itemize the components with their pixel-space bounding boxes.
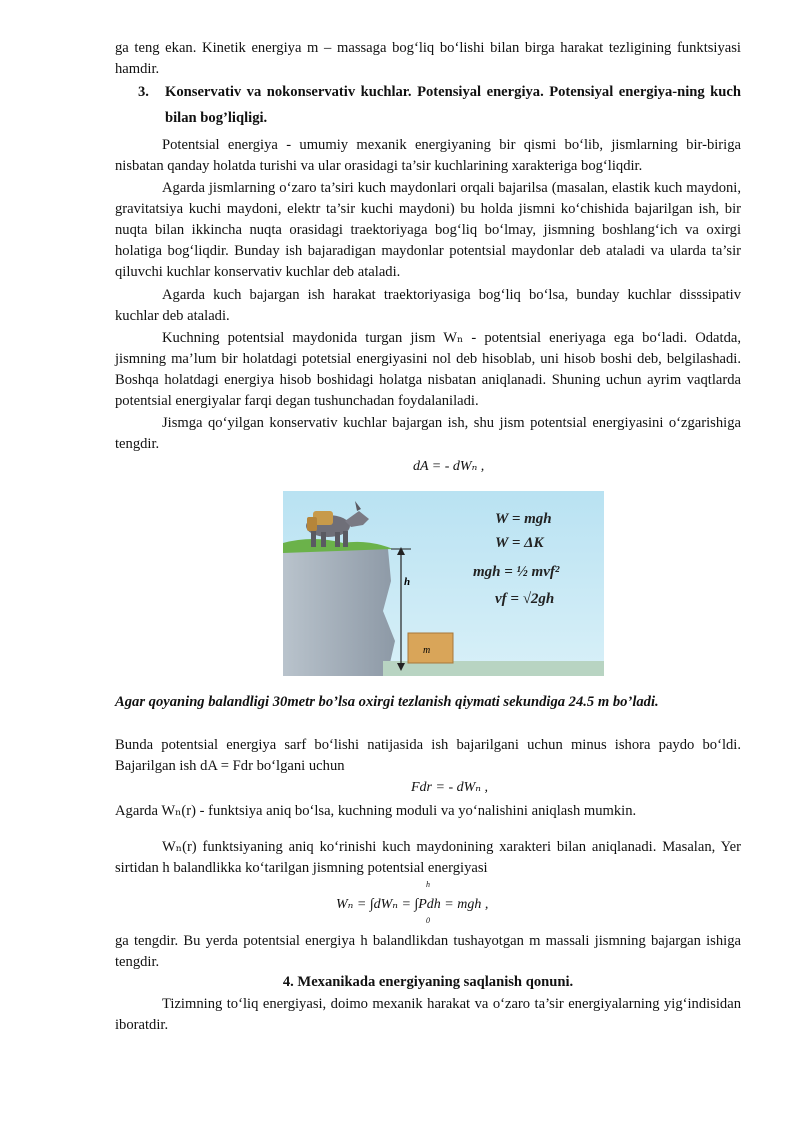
paragraph-conservative: Agarda jismlarning o‘zaro ta’siri kuch maydonlari orqali bajarilsa (masalan, elastik kuch maydoni, gravitatsiya kuchi maydoni, elektr ta’sir kuchi maydoni) bu holda jismni ko‘chishida bajarilgan ish, bir nuqta bilan ikkincha nuqta orasidagi traektoriyaga bog‘liq bo‘lmay, jismning boshlang‘ich va oxirgi holatiga bog‘liqdir. Bunday ish bajaradigan maydonlar potentsial maydonlar deb ataladi va ularda ta’sir qiluvchi kuchlar konservativ kuchlar deb ataladi. [115,180,741,280]
figure-eq-w-mgh: W = mgh [495,511,552,527]
paragraph-function: Agarda Wₙ(r) - funktsiya aniq bo‘lsa, kuchning moduli va yo‘nalishini aniqlash mumkin. [115,803,637,819]
integral-upper-limit: h [426,880,430,889]
paragraph-kinetic: ga teng ekan. Kinetik energiya m – massaga bog‘liq bo‘lishi bilan birga harakat tezligining funktsiyasi hamdir. [115,40,741,77]
figure-eq-w-dk: W = ΔK [495,535,544,551]
mass-label: m [423,645,431,656]
integral-lower-limit: 0 [426,916,430,925]
equation-da: dA = - dWₙ , [413,459,485,474]
paragraph-height-work: ga tengdir. Bu yerda potentsial energiya h balandlikdan tushayotgan m massali jismning bajargan ishiga tengdir. [115,933,741,970]
cliff-rock [283,549,395,676]
paragraph-potential-def: Potentsial energiya - umumiy mexanik energiyaning bir qismi bo‘lib, jismlarning bir-biriga nisbatan qanday holatda turishi va ular orasidagi ta’sir kuchlarining xarakteriga bog‘liqdir. [115,137,741,174]
equation-fdr: Fdr = - dWₙ , [411,780,488,795]
figure-eq-vf: vf = √2gh [495,591,555,607]
section-3-heading [138,79,741,131]
equation-integral [336,880,556,930]
paragraph-dissipative: Agarda kuch bajargan ish harakat traektoriyasiga bog‘liq bo‘lsa, bunday kuchlar disssipativ kuchlar deb ataladi. [115,287,741,324]
cliff-figure [283,491,604,676]
height-label: h [404,576,411,588]
section-3-number: 3. [138,84,149,100]
paragraph-minus-sign: Bunda potentsial energiya sarf bo‘lishi natijasida ish bajarilgani uchun minus ishora paydo bo‘ldi. Bajarilgan ish dA = Fdr bo‘lgani uchun [115,737,741,774]
integral-expression: Wₙ = ∫dWₙ = ∫Pdh = mgh , [336,897,489,912]
paragraph-field: Wₙ(r) funktsiyaning aniq ko‘rinishi kuch maydonining xarakteri bilan aniqlanadi. Masalan, Yer sirtidan h balandlikka ko‘tarilgan jismning potentsial energiyasi [115,839,741,876]
figure-caption: Agar qoyaning balandligi 30metr bo’lsa oxirgi tezlanish qiymati sekundiga 24.5 m bo’ladi. [115,694,659,710]
section-4-heading: 4. Mexanikada energiyaning saqlanish qonuni. [282,974,574,990]
paragraph-work: Jismga qo‘yilgan konservativ kuchlar bajargan ish, shu jism potentsial energiyasini o‘zgarishiga tengdir. [115,415,741,452]
mass-box [408,633,453,663]
paragraph-potential-energy: Kuchning potentsial maydonida turgan jism Wₙ - potentsial eneriyaga ega bo‘ladi. Odatda, jismning ma’lum bir holatdagi potetsial energiyasini nol deb hisoblab, uni hisob boshi deb, belgilashadi. Boshqa holatdagi energiya hisob boshidagi holatga nisbatan aniqlanadi. Shuning uchun ayrim vaqtlarda potentsial energiyalar farqi degan tushunchadan foydalaniladi. [115,330,741,409]
section-3-title: Konservativ va nokonservativ kuchlar. Potensiyal energiya. Potensiyal energiya-ning kuch bilan bog’liqligi. [165,84,741,126]
figure-eq-mgh: mgh = ½ mvf² [473,564,560,580]
paragraph-total-energy: Tizimning to‘liq energiyasi, doimo mexanik harakat va o‘zaro ta’sir energiyalarning yig‘indisidan iboratdir. [115,996,741,1033]
